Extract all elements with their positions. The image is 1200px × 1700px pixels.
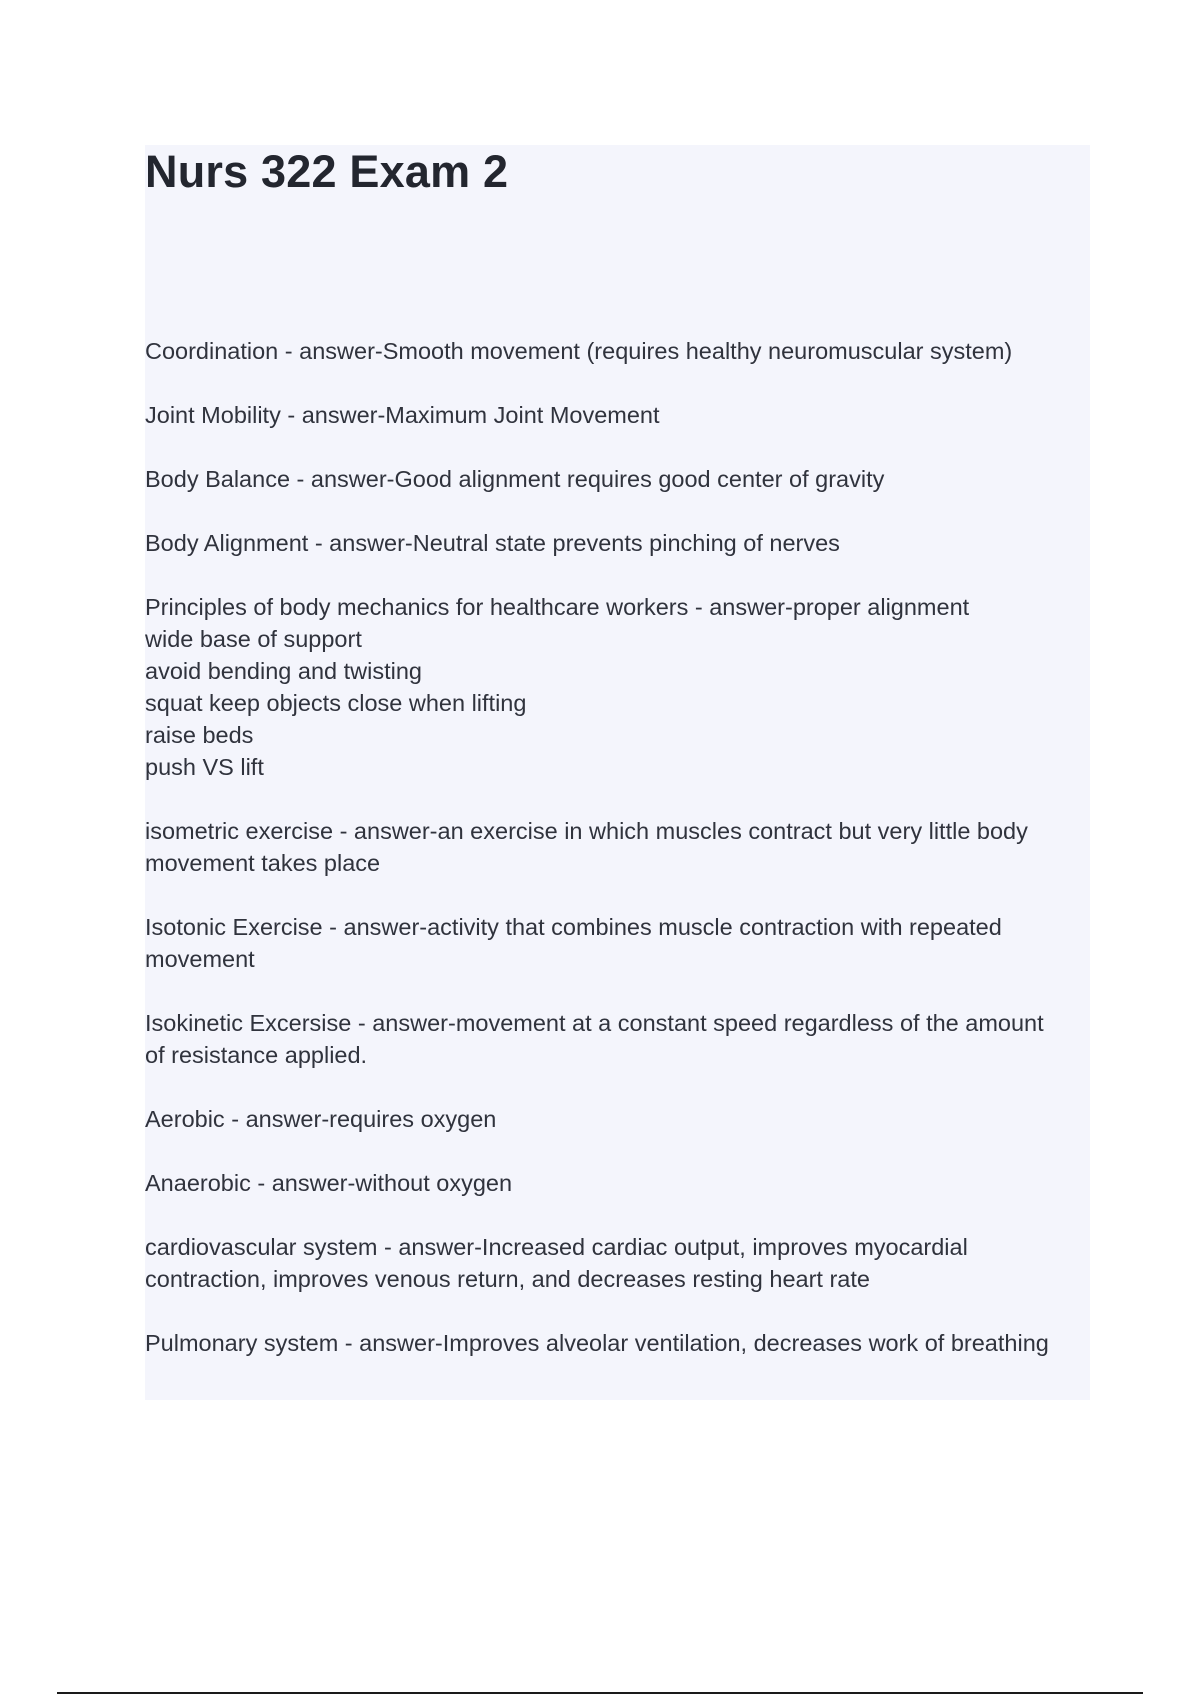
flashcard-entry: cardiovascular system - answer-Increased cardiac output, improves myocardial contraction, improves venous return, and decreases resting heart rate xyxy=(145,1234,968,1292)
flashcard-entry: Body Alignment - answer-Neutral state prevents pinching of nerves xyxy=(145,530,840,556)
flashcard-entry: Pulmonary system - answer-Improves alveolar ventilation, decreases work of breathing xyxy=(145,1330,1049,1356)
flashcard-entry: Body Balance - answer-Good alignment requires good center of gravity xyxy=(145,466,885,492)
flashcard-entry: Joint Mobility - answer-Maximum Joint Movement xyxy=(145,402,660,428)
flashcard-entry: isometric exercise - answer-an exercise in which muscles contract but very little body movement takes place xyxy=(145,818,1028,876)
flashcard-entry: Aerobic - answer-requires oxygen xyxy=(145,1106,497,1132)
flashcard-entry: Anaerobic - answer-without oxygen xyxy=(145,1170,513,1196)
footer-divider xyxy=(57,1692,1143,1694)
flashcard-entry: Coordination - answer-Smooth movement (requires healthy neuromuscular system) xyxy=(145,338,1013,364)
flashcard-entry: Isotonic Exercise - answer-activity that combines muscle contraction with repeated movement xyxy=(145,914,1002,972)
flashcard-entry: Isokinetic Excersise - answer-movement at a constant speed regardless of the amount of resistance applied. xyxy=(145,1010,1044,1068)
page-title: Nurs 322 Exam 2 xyxy=(145,146,509,197)
flashcard-list xyxy=(145,335,1085,1391)
flashcard-entry: Principles of body mechanics for healthcare workers - answer-proper alignment wide base of support avoid bending and twisting squat keep objects close when lifting raise beds push VS lift xyxy=(145,594,970,780)
